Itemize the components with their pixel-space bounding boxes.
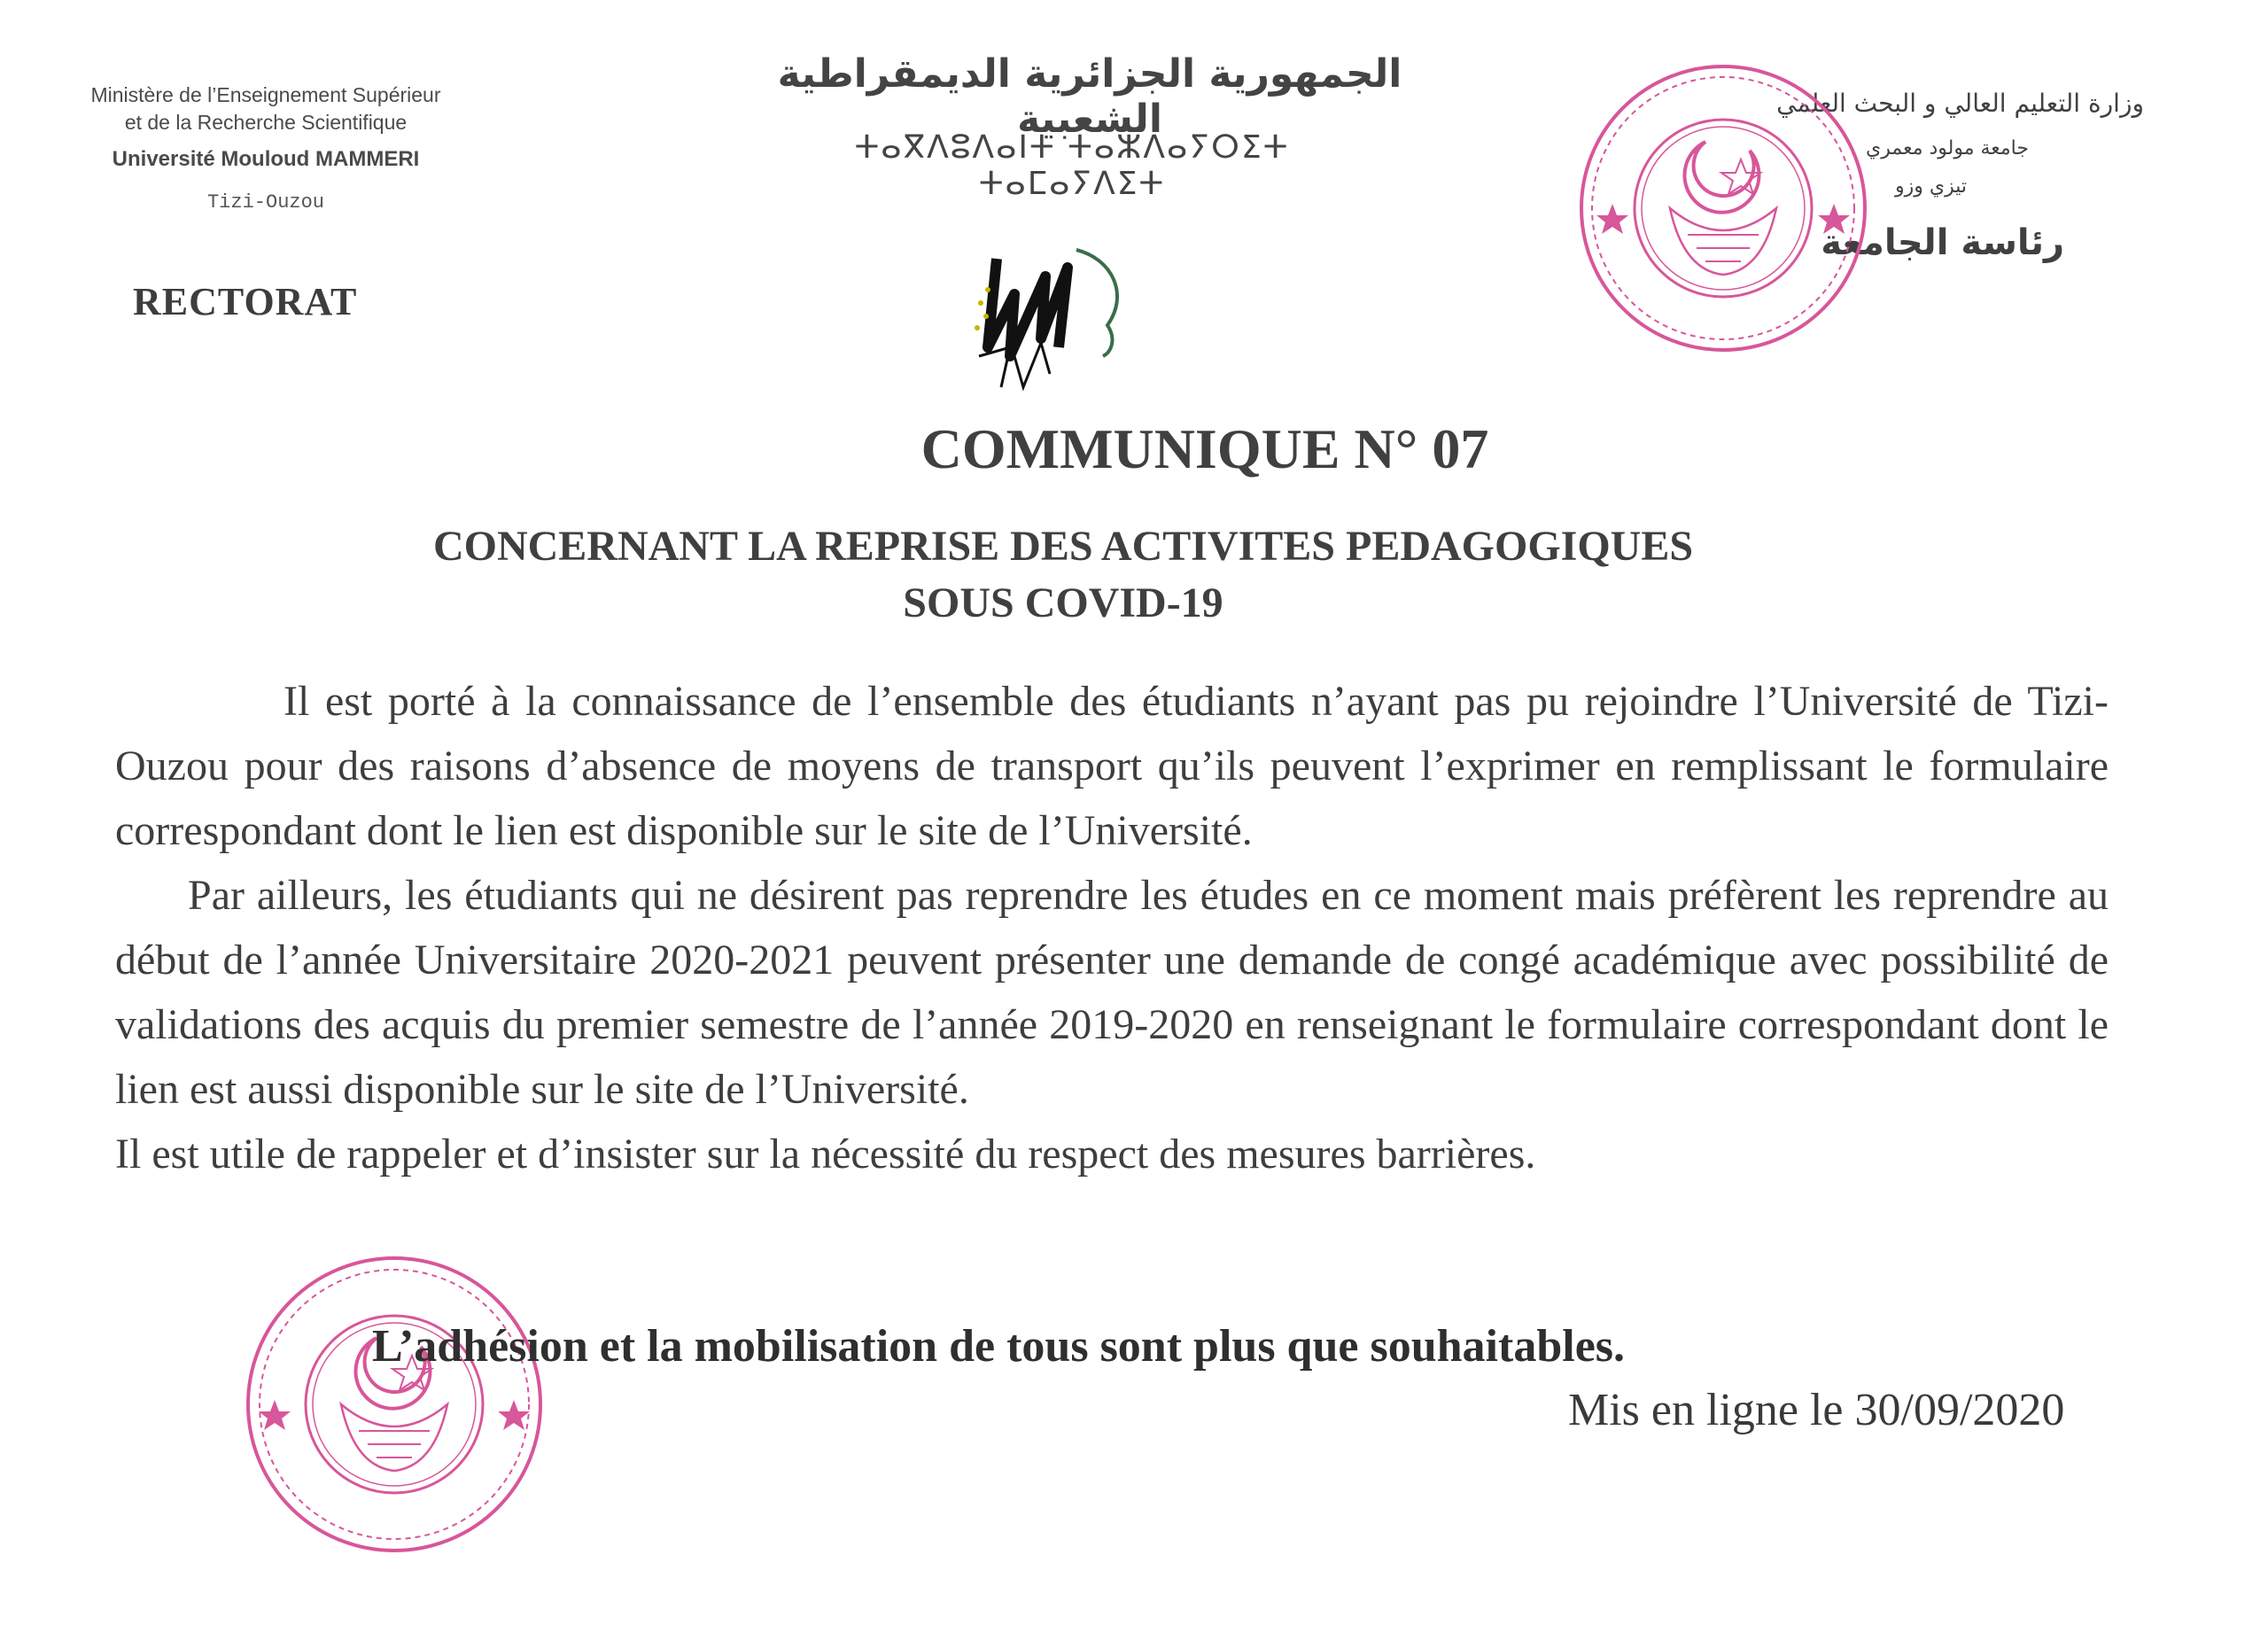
body-paragraph-3: Il est utile de rappeler et d’insister sur la nécessité du respect des mesures barrières. [115, 1131, 1536, 1178]
city-name: Tizi-Ouzou [206, 191, 325, 214]
subtitle-line-1: CONCERNANT LA REPRISE DES ACTIVITES PEDAGOGIQUES [432, 523, 1694, 570]
ministry-header-fr [35, 82, 496, 216]
university-logo [961, 241, 1130, 396]
official-stamp-top [1573, 58, 1874, 363]
subtitle-line-2: SOUS COVID-19 [903, 579, 1223, 626]
publication-date: Mis en ligne le 30/09/2020 [1568, 1385, 2065, 1435]
university-logo-icon [961, 241, 1130, 392]
republic-title-arabic: الجمهورية الجزائرية الديمقراطية الشعبية [777, 51, 1402, 142]
document-subtitle [221, 518, 1905, 632]
republic-title-tifinagh: ⵜⴰⴳⴷⵓⴷⴰⵏⵜ ⵜⴰⵣⴷⴰⵢⵔⵉⵜ ⵜⴰⵎⴰⵢⴷⵉⵜ [854, 129, 1290, 202]
university-arabic: جامعة مولود معمري [1866, 137, 2029, 159]
body-paragraph-1: Il est porté à la connaissance de l’ensemble des étudiants n’ayant pas pu rejoindre l’Université de Tizi-Ouzou pour des raisons d’absence de moyens de transport qu’ils peuvent l’exprimer en remplissant le formulaire correspondant dont le lien est disponible sur le site de l’Université. [115, 678, 2109, 854]
page-title: COMMUNIQUE N° 07 [920, 417, 1489, 480]
department-arabic: رئاسة الجامعة [1821, 222, 2064, 263]
seal-icon [1573, 58, 1874, 359]
seal-icon [239, 1249, 549, 1559]
ministry-line-2: et de la Recherche Scientifique [124, 111, 408, 134]
ministry-line-1: Ministère de l’Enseignement Supérieur [90, 83, 441, 106]
official-stamp-bottom [239, 1249, 549, 1564]
document-body [115, 669, 2109, 1186]
university-name: Université Mouloud MAMMERI [112, 147, 420, 171]
city-arabic: تيزي وزو [1895, 175, 1967, 198]
body-paragraph-2: Par ailleurs, les étudiants qui ne désirent pas reprendre les études en ce moment mais préfèrent les reprendre au début de l’année Universitaire 2020-2021 peuvent présenter une demande de congé académique avec possibilité de validations des acquis du premier semestre de l’année 2019-2020 en renseignant le formulaire correspondant dont le lien est aussi disponible sur le site de l’Université. [115, 872, 2109, 1113]
closing-statement: L’adhésion et la mobilisation de tous sont plus que souhaitables. [372, 1321, 1626, 1372]
ministry-arabic: وزارة التعليم العالي و البحث العلمي [1776, 89, 2144, 118]
department-label: RECTORAT [133, 280, 358, 323]
